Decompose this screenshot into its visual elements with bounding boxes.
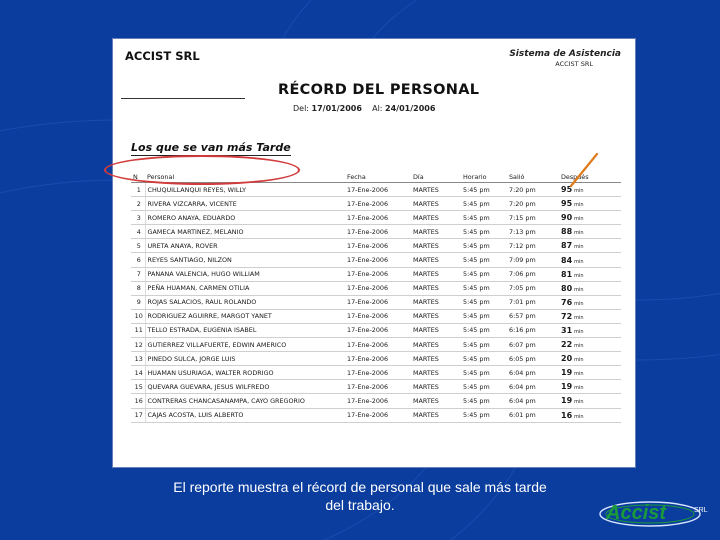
row-dia: MARTES bbox=[411, 380, 461, 394]
row-number: 8 bbox=[131, 281, 145, 295]
caption-line-2: del trabajo. bbox=[325, 497, 395, 513]
row-despues bbox=[559, 380, 621, 394]
row-despues-unit: min bbox=[574, 216, 584, 223]
row-horario: 5:45 pm bbox=[461, 323, 507, 337]
row-personal: CHUQUILLANQUI REYES, WILLY bbox=[145, 183, 345, 197]
row-salio: 6:16 pm bbox=[507, 323, 559, 337]
row-number: 4 bbox=[131, 225, 145, 239]
row-despues bbox=[559, 394, 621, 408]
row-number: 11 bbox=[131, 323, 145, 337]
check-mark-icon bbox=[565, 150, 605, 190]
row-personal: URETA ANAYA, ROVER bbox=[145, 239, 345, 253]
row-personal: TELLO ESTRADA, EUGENIA ISABEL bbox=[145, 323, 345, 337]
row-salio: 6:05 pm bbox=[507, 352, 559, 366]
row-dia: MARTES bbox=[411, 211, 461, 225]
row-fecha: 17-Ene-2006 bbox=[345, 394, 411, 408]
row-despues bbox=[559, 309, 621, 323]
row-despues-value: 95 bbox=[561, 185, 573, 195]
row-horario: 5:45 pm bbox=[461, 183, 507, 197]
row-number: 5 bbox=[131, 239, 145, 253]
row-horario: 5:45 pm bbox=[461, 380, 507, 394]
row-fecha: 17-Ene-2006 bbox=[345, 338, 411, 352]
row-despues bbox=[559, 366, 621, 380]
date-range bbox=[293, 104, 435, 113]
table-row bbox=[131, 267, 621, 281]
table-row bbox=[131, 338, 621, 352]
row-number: 16 bbox=[131, 394, 145, 408]
table-row bbox=[131, 408, 621, 422]
row-despues-unit: min bbox=[574, 272, 584, 279]
row-despues-value: 19 bbox=[561, 368, 573, 378]
row-salio: 6:04 pm bbox=[507, 380, 559, 394]
row-despues bbox=[559, 295, 621, 309]
row-dia: MARTES bbox=[411, 352, 461, 366]
row-fecha: 17-Ene-2006 bbox=[345, 197, 411, 211]
row-despues-value: 31 bbox=[561, 325, 573, 335]
col-header-dia: Día bbox=[411, 171, 461, 183]
row-despues-unit: min bbox=[574, 244, 584, 251]
row-dia: MARTES bbox=[411, 253, 461, 267]
del-value: 17/01/2006 bbox=[311, 104, 362, 113]
row-horario: 5:45 pm bbox=[461, 281, 507, 295]
row-despues-value: 84 bbox=[561, 255, 573, 265]
row-despues-unit: min bbox=[574, 202, 584, 209]
row-personal: ROJAS SALACIOS, RAUL ROLANDO bbox=[145, 295, 345, 309]
personnel-table bbox=[131, 171, 621, 423]
row-despues-unit: min bbox=[574, 314, 584, 321]
row-dia: MARTES bbox=[411, 309, 461, 323]
row-despues bbox=[559, 352, 621, 366]
row-despues bbox=[559, 197, 621, 211]
row-personal: GAMECA MARTINEZ, MELANIO bbox=[145, 225, 345, 239]
row-dia: MARTES bbox=[411, 225, 461, 239]
header-divider bbox=[121, 98, 245, 99]
row-despues-unit: min bbox=[574, 300, 584, 307]
row-despues-unit: min bbox=[574, 230, 584, 237]
row-dia: MARTES bbox=[411, 338, 461, 352]
al-label: Al: bbox=[372, 104, 383, 113]
row-despues-value: 22 bbox=[561, 340, 573, 350]
report-subtitle: Los que se van más Tarde bbox=[131, 141, 291, 154]
row-salio: 7:05 pm bbox=[507, 281, 559, 295]
table-row bbox=[131, 295, 621, 309]
system-name: Sistema de Asistencia bbox=[509, 49, 621, 59]
row-dia: MARTES bbox=[411, 239, 461, 253]
row-salio: 6:07 pm bbox=[507, 338, 559, 352]
row-horario: 5:45 pm bbox=[461, 239, 507, 253]
col-header-personal: Personal bbox=[145, 171, 345, 183]
row-despues-value: 87 bbox=[561, 241, 573, 251]
row-despues bbox=[559, 408, 621, 422]
row-horario: 5:45 pm bbox=[461, 366, 507, 380]
row-horario: 5:45 pm bbox=[461, 394, 507, 408]
row-fecha: 17-Ene-2006 bbox=[345, 253, 411, 267]
row-dia: MARTES bbox=[411, 366, 461, 380]
row-number: 15 bbox=[131, 380, 145, 394]
row-number: 17 bbox=[131, 408, 145, 422]
row-despues-unit: min bbox=[574, 357, 584, 364]
row-dia: MARTES bbox=[411, 394, 461, 408]
row-fecha: 17-Ene-2006 bbox=[345, 211, 411, 225]
col-header-fecha: Fecha bbox=[345, 171, 411, 183]
table-row bbox=[131, 197, 621, 211]
row-despues-value: 16 bbox=[561, 410, 573, 420]
row-fecha: 17-Ene-2006 bbox=[345, 239, 411, 253]
row-personal: REYES SANTIAGO, NILZON bbox=[145, 253, 345, 267]
row-fecha: 17-Ene-2006 bbox=[345, 309, 411, 323]
row-dia: MARTES bbox=[411, 281, 461, 295]
row-despues-value: 90 bbox=[561, 213, 573, 223]
del-label: Del: bbox=[293, 104, 309, 113]
row-despues-unit: min bbox=[574, 258, 584, 265]
row-salio: 7:15 pm bbox=[507, 211, 559, 225]
row-number: 13 bbox=[131, 352, 145, 366]
row-dia: MARTES bbox=[411, 197, 461, 211]
row-dia: MARTES bbox=[411, 267, 461, 281]
row-despues bbox=[559, 281, 621, 295]
row-despues-value: 76 bbox=[561, 297, 573, 307]
row-horario: 5:45 pm bbox=[461, 225, 507, 239]
row-number: 2 bbox=[131, 197, 145, 211]
row-fecha: 17-Ene-2006 bbox=[345, 281, 411, 295]
row-horario: 5:45 pm bbox=[461, 295, 507, 309]
row-despues-unit: min bbox=[574, 371, 584, 378]
report-sheet bbox=[112, 38, 636, 468]
row-despues-unit: min bbox=[574, 399, 584, 406]
row-despues-unit: min bbox=[574, 413, 584, 420]
row-fecha: 17-Ene-2006 bbox=[345, 295, 411, 309]
row-personal: HUAMAN USURIAGA, WALTER RODRIGO bbox=[145, 366, 345, 380]
row-personal: PANANA VALENCIA, HUGO WILLIAM bbox=[145, 267, 345, 281]
table-row bbox=[131, 281, 621, 295]
row-horario: 5:45 pm bbox=[461, 253, 507, 267]
row-despues-unit: min bbox=[574, 343, 584, 350]
table-row bbox=[131, 225, 621, 239]
table-row bbox=[131, 380, 621, 394]
row-despues bbox=[559, 239, 621, 253]
row-despues bbox=[559, 253, 621, 267]
row-horario: 5:45 pm bbox=[461, 267, 507, 281]
row-personal: CONTRERAS CHANCASANAMPA, CAYO GREGORIO bbox=[145, 394, 345, 408]
row-salio: 6:04 pm bbox=[507, 394, 559, 408]
row-horario: 5:45 pm bbox=[461, 352, 507, 366]
row-fecha: 17-Ene-2006 bbox=[345, 323, 411, 337]
row-despues-value: 72 bbox=[561, 311, 573, 321]
al-value: 24/01/2006 bbox=[385, 104, 436, 113]
table-row bbox=[131, 253, 621, 267]
row-personal: RODRIGUEZ AGUIRRE, MARGOT YANET bbox=[145, 309, 345, 323]
row-despues-unit: min bbox=[574, 385, 584, 392]
report-title: RÉCORD DEL PERSONAL bbox=[278, 82, 480, 98]
row-salio: 7:13 pm bbox=[507, 225, 559, 239]
row-horario: 5:45 pm bbox=[461, 338, 507, 352]
row-despues-unit: min bbox=[574, 286, 584, 293]
row-despues bbox=[559, 211, 621, 225]
row-salio: 7:12 pm bbox=[507, 239, 559, 253]
row-horario: 5:45 pm bbox=[461, 309, 507, 323]
table-row bbox=[131, 211, 621, 225]
row-number: 9 bbox=[131, 295, 145, 309]
row-despues bbox=[559, 267, 621, 281]
row-despues-value: 19 bbox=[561, 396, 573, 406]
row-despues-value: 80 bbox=[561, 283, 573, 293]
row-fecha: 17-Ene-2006 bbox=[345, 352, 411, 366]
table-row bbox=[131, 239, 621, 253]
row-despues-value: 20 bbox=[561, 354, 573, 364]
row-personal: GUTIERREZ VILLAFUERTE, EDWIN AMERICO bbox=[145, 338, 345, 352]
table-row bbox=[131, 309, 621, 323]
table-row bbox=[131, 366, 621, 380]
row-dia: MARTES bbox=[411, 295, 461, 309]
row-number: 10 bbox=[131, 309, 145, 323]
row-fecha: 17-Ene-2006 bbox=[345, 267, 411, 281]
row-despues-value: 19 bbox=[561, 382, 573, 392]
row-fecha: 17-Ene-2006 bbox=[345, 380, 411, 394]
row-despues-value: 88 bbox=[561, 227, 573, 237]
row-number: 12 bbox=[131, 338, 145, 352]
row-personal: QUEVARA GUEVARA, JESUS WILFREDO bbox=[145, 380, 345, 394]
caption-line-1: El reporte muestra el récord de personal que sale más tarde bbox=[173, 479, 547, 495]
row-salio: 7:09 pm bbox=[507, 253, 559, 267]
row-dia: MARTES bbox=[411, 183, 461, 197]
row-fecha: 17-Ene-2006 bbox=[345, 408, 411, 422]
row-dia: MARTES bbox=[411, 323, 461, 337]
row-number: 6 bbox=[131, 253, 145, 267]
row-salio: 6:01 pm bbox=[507, 408, 559, 422]
row-personal: ROMERO ANAYA, EDUARDO bbox=[145, 211, 345, 225]
table-row bbox=[131, 352, 621, 366]
table-row bbox=[131, 394, 621, 408]
row-number: 14 bbox=[131, 366, 145, 380]
row-despues-value: 81 bbox=[561, 269, 573, 279]
accist-logo bbox=[598, 492, 708, 528]
row-personal: RIVERA VIZCARRA, VICENTE bbox=[145, 197, 345, 211]
row-salio: 7:01 pm bbox=[507, 295, 559, 309]
row-horario: 5:45 pm bbox=[461, 211, 507, 225]
row-personal: PEÑA HUAMAN, CARMEN OTILIA bbox=[145, 281, 345, 295]
row-despues-unit: min bbox=[574, 328, 584, 335]
logo-text: Accist bbox=[606, 502, 667, 524]
row-fecha: 17-Ene-2006 bbox=[345, 225, 411, 239]
row-fecha: 17-Ene-2006 bbox=[345, 366, 411, 380]
row-salio: 7:20 pm bbox=[507, 197, 559, 211]
col-header-despues: Después bbox=[559, 171, 621, 183]
row-horario: 5:45 pm bbox=[461, 197, 507, 211]
row-personal: PINEDO SULCA, JORGE LUIS bbox=[145, 352, 345, 366]
row-number: 3 bbox=[131, 211, 145, 225]
row-horario: 5:45 pm bbox=[461, 408, 507, 422]
row-fecha: 17-Ene-2006 bbox=[345, 183, 411, 197]
row-despues bbox=[559, 323, 621, 337]
col-header-salio: Salió bbox=[507, 171, 559, 183]
col-header-horario: Horario bbox=[461, 171, 507, 183]
system-company: ACCIST SRL bbox=[555, 60, 593, 68]
row-personal: CAJAS ACOSTA, LUIS ALBERTO bbox=[145, 408, 345, 422]
row-salio: 6:04 pm bbox=[507, 366, 559, 380]
row-salio: 6:57 pm bbox=[507, 309, 559, 323]
col-header-n: N bbox=[131, 171, 145, 183]
row-dia: MARTES bbox=[411, 408, 461, 422]
row-despues bbox=[559, 225, 621, 239]
table-row bbox=[131, 323, 621, 337]
company-name: ACCIST SRL bbox=[125, 49, 200, 63]
row-despues bbox=[559, 338, 621, 352]
highlight-ellipse-icon bbox=[104, 155, 300, 185]
row-despues-value: 95 bbox=[561, 199, 573, 209]
row-despues-unit: min bbox=[574, 188, 584, 195]
row-number: 7 bbox=[131, 267, 145, 281]
row-number: 1 bbox=[131, 183, 145, 197]
row-salio: 7:20 pm bbox=[507, 183, 559, 197]
row-salio: 7:06 pm bbox=[507, 267, 559, 281]
logo-suffix: SRL bbox=[694, 507, 708, 514]
